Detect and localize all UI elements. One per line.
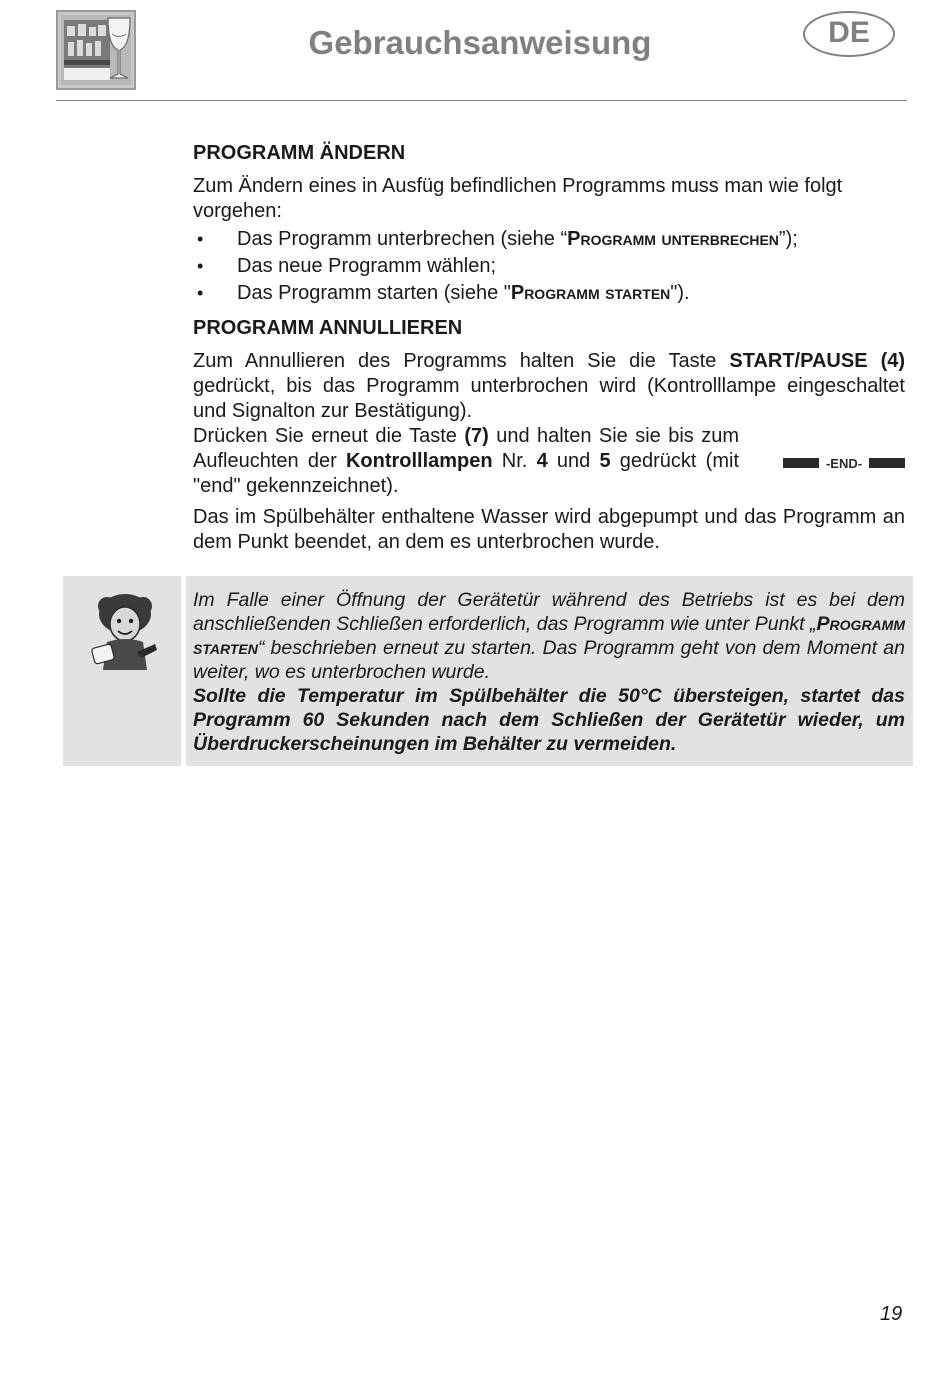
header-divider [56,100,907,101]
cross-reference: Programm starten [510,282,671,304]
note-paragraph [193,588,905,684]
paragraph-text: Zum Annullieren des Programms halten Sie die Taste [193,350,730,372]
paragraph-text: Drücken Sie erneut die Taste [193,425,465,447]
paragraph-text: gedrückt (mit "end" gekennzeichnet). [193,450,739,497]
note-text-part: Im Falle einer Öffnung der Gerätetür während des Betriebs ist es bei dem anschließenden Schließen erforderlich, das Programm wie unter Punkt „ [193,589,905,635]
list-item-text: ”); [778,228,798,250]
paragraph-text: gedrückt, bis das Programm unterbrochen wird (Kontrolllampe eingeschaltet und Signalton zur Bestätigung). [193,375,905,422]
cross-reference: Programm starten [193,613,905,659]
main-content [193,140,905,555]
note-text-part: “ beschrieben erneut zu starten. Das Programm geht von dem Moment an weiter, wo es unterbrochen wurde. [193,637,905,683]
cancel-paragraph-2 [193,424,905,499]
button-reference: (7) [464,425,489,447]
end-label: -END- [825,456,863,470]
note-text [193,588,905,756]
paragraph-text-block [193,424,739,499]
list-item-text: Das neue Programm wählen; [237,255,497,277]
bullet-glyph: • [197,229,204,249]
cross-reference: Programm unterbrechen [567,228,779,250]
list-item-text: Das Programm unterbrechen (siehe “ [237,228,568,250]
indicator-reference: Kontrolllampen [345,450,493,472]
end-indicator-icon [783,456,905,470]
paragraph-text: Nr. [492,450,537,472]
page-number: 19 [880,1303,903,1325]
bullet-glyph: • [197,283,204,303]
list-item [193,226,905,253]
paragraph-text: und [547,450,600,472]
list-item-text: "). [670,282,690,304]
indicator-number: 4 [536,450,548,472]
cancel-paragraph-3: Das im Spülbehälter enthaltene Wasser wird abgepumpt und das Programm an dem Punkt beendet, an dem es unterbrochen wurde. [193,506,905,553]
paragraph-text: und halten Sie sie bis zum Aufleuchten der [193,425,739,472]
list-item [193,280,905,307]
note-warning: Sollte die Temperatur im Spülbehälter die 50°C übersteigen, startet das Programm 60 Sekunden nach dem Schließen der Gerätetür wieder, um Überdruckerscheinungen im Behälter zu vermeiden. [193,685,905,755]
indicator-number: 5 [599,450,611,472]
section-heading-change: PROGRAMM ÄNDERN [193,142,406,164]
language-badge: DE [803,11,895,57]
list-item-text: Das Programm starten (siehe " [237,282,511,304]
section-heading-cancel: PROGRAMM ANNULLIEREN [193,317,463,339]
mascot-woman-icon [85,592,165,676]
change-steps-list [193,226,905,307]
change-intro: Zum Ändern eines in Ausfüg befindlichen Programms muss man wie folgt vorgehen: [193,175,843,222]
page-title: Gebrauchsanweisung [308,24,652,61]
cancel-paragraph-1 [193,349,905,424]
bullet-glyph: • [197,256,204,276]
button-reference: START/PAUSE (4) [729,350,906,372]
list-item [193,253,905,280]
